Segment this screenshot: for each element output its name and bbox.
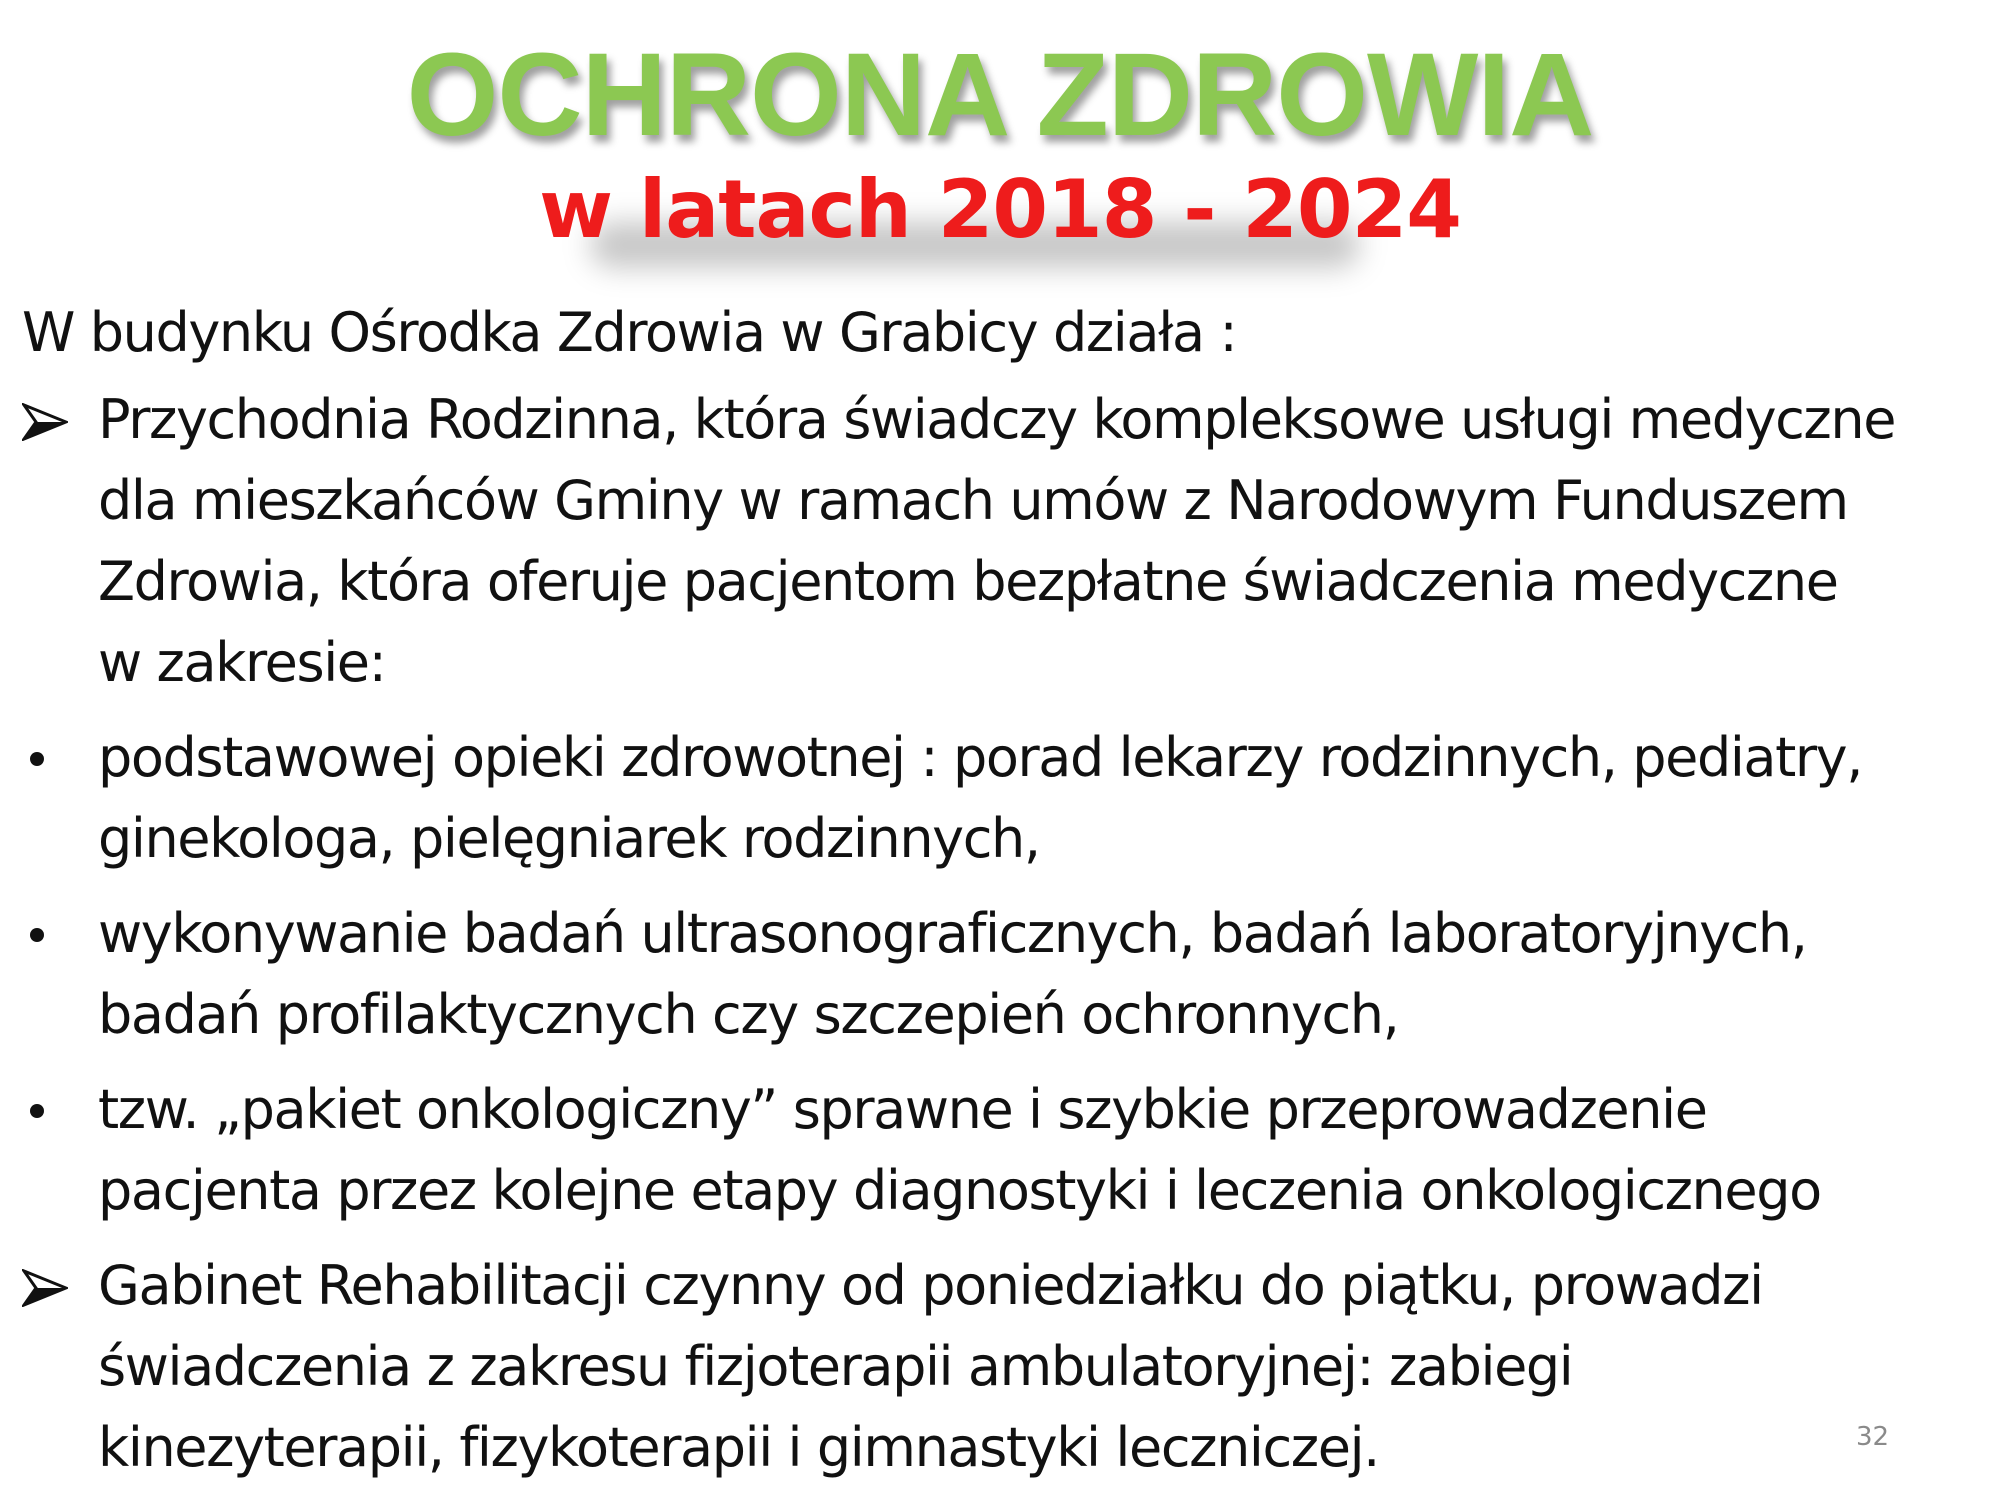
list-item-line: podstawowej opieki zdrowotnej : porad lekarzy rodzinnych, pediatry, [98, 726, 1863, 789]
list-item-poz [22, 717, 1982, 879]
list-item-rehabilitacja [22, 1245, 1982, 1488]
list-item-line: ginekologa, pielęgniarek rodzinnych, [98, 807, 1040, 870]
list-item-przychodnia [22, 379, 1982, 703]
list-item-badania [22, 893, 1982, 1055]
list-item-pakiet [22, 1069, 1982, 1231]
slide-title: OCHRONA ZDROWIA [406, 29, 1594, 161]
list-item-line: Gabinet Rehabilitacji czynny od poniedziałku do piątku, prowadzi [98, 1254, 1763, 1317]
list-item-line: dla mieszkańców Gminy w ramach umów z Narodowym Funduszem [98, 469, 1848, 532]
list-item-line: tzw. „pakiet onkologiczny” sprawne i szybkie przeprowadzenie [98, 1078, 1707, 1141]
list-item-line: Zdrowia, która oferuje pacjentom bezpłatne świadczenia medyczne [98, 550, 1838, 613]
dot-bullet-icon [22, 1069, 82, 1150]
list-item-line: pacjenta przez kolejne etapy diagnostyki i leczenia onkologicznego [98, 1159, 1821, 1222]
list-item-line: w zakresie: [98, 631, 386, 694]
intro-text: W budynku Ośrodka Zdrowia w Grabicy działa : [22, 301, 1237, 364]
list-item-line: badań profilaktycznych czy szczepień ochronnych, [98, 983, 1399, 1046]
dot-bullet-icon [22, 893, 82, 974]
arrow-bullet-icon [22, 1245, 82, 1326]
arrow-bullet-icon [22, 379, 82, 460]
list-item-line: kinezyterapii, fizykoterapii i gimnastyki leczniczej. [98, 1416, 1379, 1479]
list-item-line: Przychodnia Rodzinna, która świadczy kompleksowe usługi medyczne [98, 388, 1896, 451]
list-item-line: świadczenia z zakresu fizjoterapii ambulatoryjnej: zabiegi [98, 1335, 1573, 1398]
dot-bullet-icon [22, 717, 82, 798]
slide-body [22, 292, 1982, 1500]
slide-subtitle: w latach 2018 - 2024 [539, 163, 1461, 256]
list-item-line: wykonywanie badań ultrasonograficznych, badań laboratoryjnych, [98, 902, 1807, 965]
page-number: 32 [1856, 1422, 1890, 1452]
